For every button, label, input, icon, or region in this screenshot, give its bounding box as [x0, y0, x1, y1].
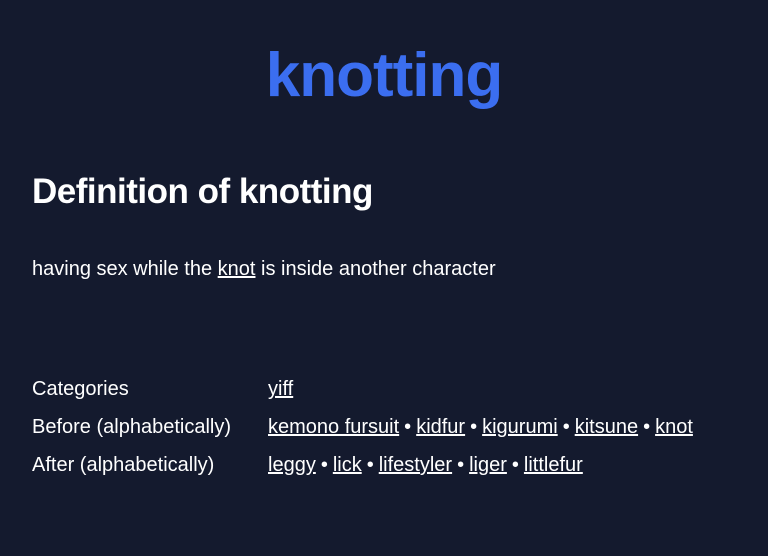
- before-link[interactable]: knot: [655, 416, 693, 439]
- categories-label: Categories: [32, 378, 129, 401]
- before-link[interactable]: kigurumi: [482, 416, 558, 439]
- bullet-separator: •: [366, 454, 374, 477]
- before-row: [32, 413, 736, 441]
- after-link[interactable]: littlefur: [523, 454, 583, 477]
- before-label: Before (alphabetically): [32, 416, 231, 439]
- bullet-separator: •: [643, 416, 651, 439]
- bullet-separator: •: [562, 416, 570, 439]
- categories-values: [268, 375, 293, 403]
- metadata-table: [32, 375, 736, 479]
- categories-row: [32, 375, 736, 403]
- category-link[interactable]: yiff: [268, 378, 294, 401]
- bullet-separator: •: [470, 416, 478, 439]
- definition-text: [32, 212, 736, 283]
- before-link[interactable]: kemono fursuit: [268, 416, 400, 439]
- after-link[interactable]: lick: [332, 454, 362, 477]
- bullet-separator: •: [457, 454, 465, 477]
- after-link[interactable]: leggy: [268, 454, 316, 477]
- definition-text-after: is inside another character: [255, 258, 496, 281]
- after-values: [268, 451, 583, 479]
- before-values: [268, 413, 693, 441]
- after-row: [32, 451, 736, 479]
- page-title: knotting: [265, 41, 503, 110]
- definition-text-before: having sex while the: [32, 258, 218, 281]
- after-link[interactable]: liger: [469, 454, 507, 477]
- bullet-separator: •: [511, 454, 519, 477]
- bullet-separator: •: [404, 416, 412, 439]
- before-link[interactable]: kitsune: [574, 416, 639, 439]
- definition-heading: Definition of knotting: [32, 172, 373, 212]
- after-label: After (alphabetically): [32, 454, 215, 477]
- before-link[interactable]: kidfur: [416, 416, 466, 439]
- knot-link[interactable]: knot: [217, 258, 256, 281]
- bullet-separator: •: [320, 454, 328, 477]
- after-link[interactable]: lifestyler: [378, 454, 453, 477]
